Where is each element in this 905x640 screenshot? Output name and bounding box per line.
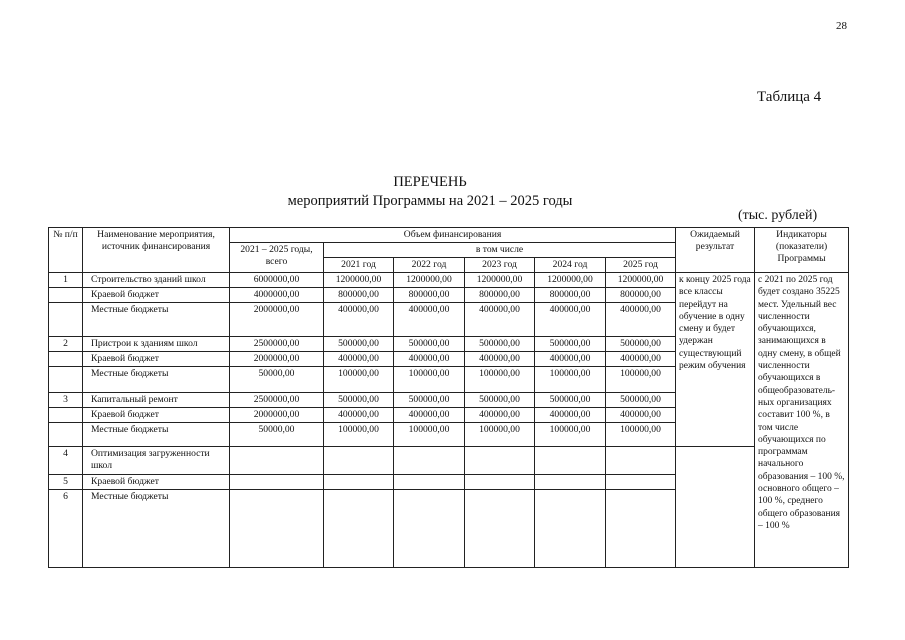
- row-year-value: 800000,00: [535, 288, 606, 303]
- header-row-1: [49, 228, 849, 243]
- row-year-value: 400000,00: [324, 408, 394, 423]
- header-indicators: Индикаторы (показатели) Программы: [755, 228, 849, 273]
- row-year-value: 1200000,00: [465, 273, 535, 288]
- row-name: Капитальный ремонт: [83, 393, 230, 408]
- table-label: Таблица 4: [757, 89, 822, 105]
- row-year-value: [324, 490, 394, 568]
- row-number: [49, 408, 83, 423]
- row-total: 50000,00: [230, 423, 324, 447]
- row-year-value: 500000,00: [324, 337, 394, 352]
- row-year-value: 400000,00: [324, 303, 394, 337]
- row-total: [230, 475, 324, 490]
- row-year-value: [606, 447, 676, 475]
- row-year-value: 1200000,00: [606, 273, 676, 288]
- row-total: 2000000,00: [230, 303, 324, 337]
- row-year-value: [465, 475, 535, 490]
- row-year-value: 400000,00: [465, 303, 535, 337]
- row-number: 6: [49, 490, 83, 568]
- row-name: Пристрои к зданиям школ: [83, 337, 230, 352]
- row-total: [230, 490, 324, 568]
- row-name: Оптимизация загруженности школ: [83, 447, 230, 475]
- row-name: Строительство зданий школ: [83, 273, 230, 288]
- row-year-value: 400000,00: [324, 352, 394, 367]
- row-number: [49, 352, 83, 367]
- row-total: 50000,00: [230, 367, 324, 393]
- expected-result: к концу 2025 года все классы перейдут на обучение в одну смену и будет удержан существующий режим обучения: [676, 273, 755, 447]
- row-year-value: 100000,00: [606, 423, 676, 447]
- row-year-value: 100000,00: [465, 367, 535, 393]
- row-year-value: 400000,00: [535, 352, 606, 367]
- row-total: 4000000,00: [230, 288, 324, 303]
- row-number: [49, 288, 83, 303]
- row-year-value: 800000,00: [394, 288, 465, 303]
- row-name: Местные бюджеты: [83, 490, 230, 568]
- row-year-value: 500000,00: [324, 393, 394, 408]
- row-total: 6000000,00: [230, 273, 324, 288]
- row-year-value: [394, 447, 465, 475]
- row-year-value: [535, 490, 606, 568]
- indicators-text: с 2021 по 2025 год будет создано 35225 мест. Удельный вес численности обучающихся, занимающихся в одну смену, в общей численности обучающихся в общеобразователь-ных организациях составит 100 %, в том числе обучающихся по программам начального образования – 100 %, основного общего – 100 %, среднего общего образования – 100 %: [755, 273, 849, 568]
- row-number: 5: [49, 475, 83, 490]
- row-name: Местные бюджеты: [83, 423, 230, 447]
- row-year-value: 100000,00: [465, 423, 535, 447]
- row-year-value: 500000,00: [394, 393, 465, 408]
- row-name: Краевой бюджет: [83, 352, 230, 367]
- row-year-value: 1200000,00: [394, 273, 465, 288]
- row-year-value: 400000,00: [465, 352, 535, 367]
- header-volume: Объем финансирования: [230, 228, 676, 243]
- row-year-value: 800000,00: [606, 288, 676, 303]
- row-year-value: 400000,00: [606, 408, 676, 423]
- row-year-value: 100000,00: [394, 367, 465, 393]
- row-number: [49, 303, 83, 337]
- units-label: (тыс. рублей): [738, 208, 818, 223]
- header-num: № п/п: [49, 228, 83, 273]
- row-year-value: 400000,00: [535, 408, 606, 423]
- header-year: 2021 год: [324, 258, 394, 273]
- row-year-value: 400000,00: [606, 352, 676, 367]
- title-line-1: ПЕРЕЧЕНЬ: [393, 174, 467, 190]
- table-row: [49, 447, 849, 475]
- row-year-value: [606, 475, 676, 490]
- row-total: 2500000,00: [230, 337, 324, 352]
- row-year-value: 100000,00: [394, 423, 465, 447]
- row-year-value: [465, 447, 535, 475]
- row-total: 2000000,00: [230, 352, 324, 367]
- row-year-value: 400000,00: [606, 303, 676, 337]
- row-name: Краевой бюджет: [83, 408, 230, 423]
- row-total: 2500000,00: [230, 393, 324, 408]
- program-measures-table: [48, 227, 849, 568]
- header-including: в том числе: [324, 243, 676, 258]
- row-year-value: [324, 475, 394, 490]
- row-total: [230, 447, 324, 475]
- row-year-value: 500000,00: [606, 393, 676, 408]
- row-year-value: 400000,00: [394, 352, 465, 367]
- row-year-value: 100000,00: [606, 367, 676, 393]
- header-year: 2022 год: [394, 258, 465, 273]
- row-year-value: [394, 475, 465, 490]
- row-year-value: 100000,00: [324, 423, 394, 447]
- row-year-value: 500000,00: [606, 337, 676, 352]
- row-name: Краевой бюджет: [83, 288, 230, 303]
- row-year-value: 1200000,00: [324, 273, 394, 288]
- header-year: 2024 год: [535, 258, 606, 273]
- row-number: 3: [49, 393, 83, 408]
- page-number: 28: [836, 20, 847, 32]
- row-number: [49, 367, 83, 393]
- row-year-value: 100000,00: [535, 367, 606, 393]
- row-year-value: [535, 475, 606, 490]
- row-year-value: 500000,00: [535, 337, 606, 352]
- row-year-value: 100000,00: [324, 367, 394, 393]
- row-name: Местные бюджеты: [83, 303, 230, 337]
- header-name: Наименование мероприятия, источник финансирования: [83, 228, 230, 273]
- row-year-value: 400000,00: [394, 408, 465, 423]
- row-year-value: 500000,00: [394, 337, 465, 352]
- row-year-value: 500000,00: [535, 393, 606, 408]
- header-result: Ожидаемый результат: [676, 228, 755, 273]
- row-number: 2: [49, 337, 83, 352]
- row-year-value: 500000,00: [465, 393, 535, 408]
- title-line-2: мероприятий Программы на 2021 – 2025 годы: [287, 193, 573, 209]
- row-name: Краевой бюджет: [83, 475, 230, 490]
- expected-result-blank: [676, 447, 755, 568]
- header-year: 2025 год: [606, 258, 676, 273]
- row-number: 1: [49, 273, 83, 288]
- row-year-value: [324, 447, 394, 475]
- row-year-value: 800000,00: [465, 288, 535, 303]
- table-row: [49, 273, 849, 288]
- row-year-value: 400000,00: [465, 408, 535, 423]
- row-year-value: 400000,00: [394, 303, 465, 337]
- header-year: 2023 год: [465, 258, 535, 273]
- row-name: Местные бюджеты: [83, 367, 230, 393]
- row-year-value: [606, 490, 676, 568]
- row-year-value: 400000,00: [535, 303, 606, 337]
- row-year-value: 100000,00: [535, 423, 606, 447]
- row-year-value: [394, 490, 465, 568]
- header-total: 2021 – 2025 годы, всего: [230, 243, 324, 273]
- row-year-value: 800000,00: [324, 288, 394, 303]
- row-year-value: 500000,00: [465, 337, 535, 352]
- row-total: 2000000,00: [230, 408, 324, 423]
- row-year-value: [465, 490, 535, 568]
- row-number: 4: [49, 447, 83, 475]
- document-title: [275, 173, 585, 211]
- row-year-value: [535, 447, 606, 475]
- row-year-value: 1200000,00: [535, 273, 606, 288]
- row-number: [49, 423, 83, 447]
